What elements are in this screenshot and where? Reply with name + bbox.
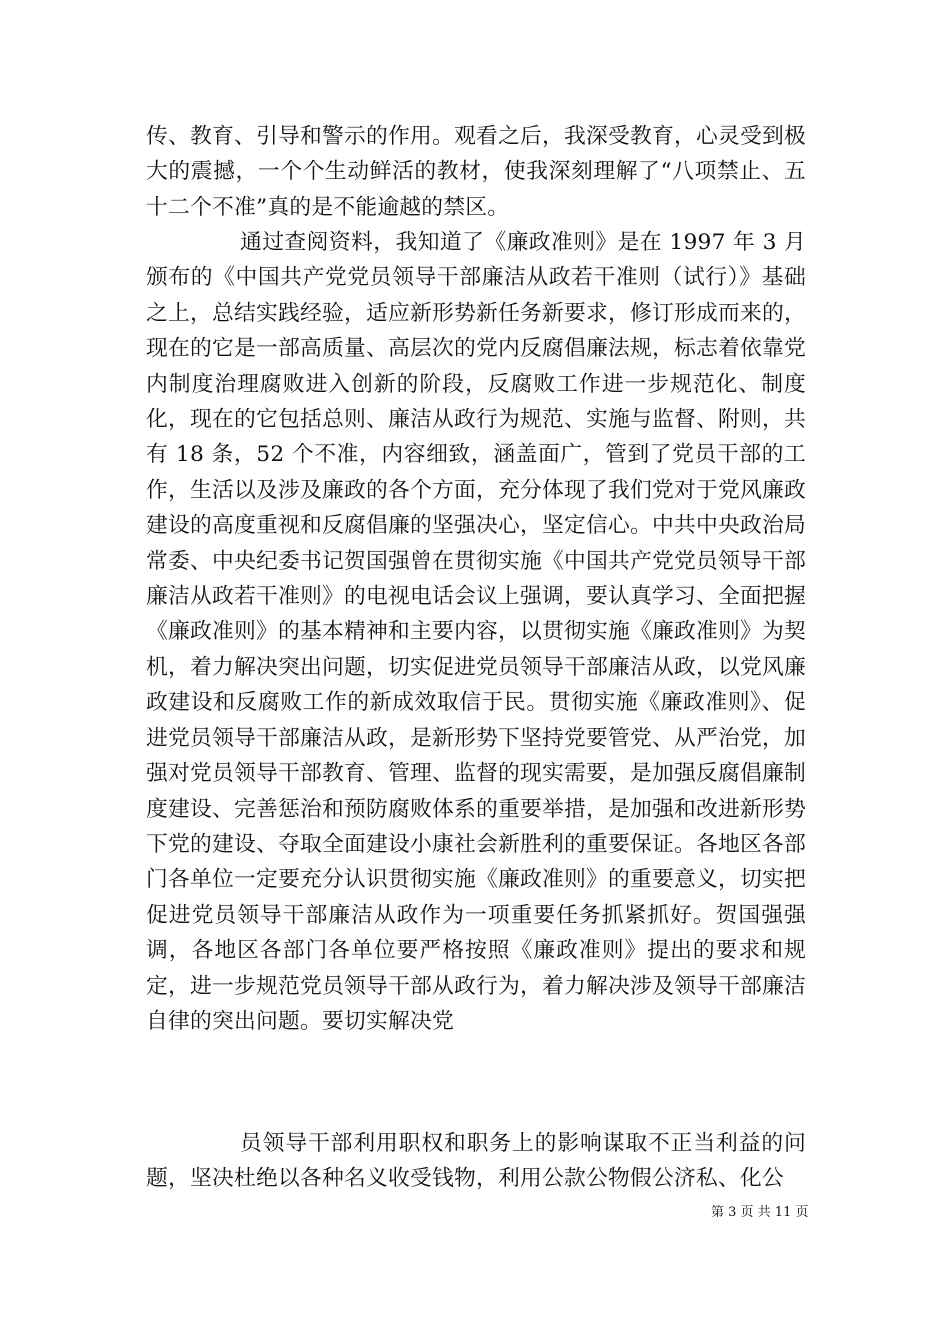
page-number: 第 3 页 共 11 页 <box>711 1205 809 1220</box>
paragraph-next-page: 员领导干部利用职权和职务上的影响谋取不正当利益的问题，坚决杜绝以各种名义收受钱物，利用公款公物假公济私、化公 <box>146 1131 806 1192</box>
paragraph-lianzheng-zhunze: 通过查阅资料，我知道了《廉政准则》是在 1997 年 3 月颁布的《中国共产党党员领导干部廉洁从政若干准则（试行）》基础之上，总结实践经验，适应新形势新任务新要求，修订形成而来的，现在的它是一部高质量、高层次的党内反腐倡廉法规，标志着依靠党内制度治理腐败进入创新的阶段，反腐败工作进一步规范化、制度化，现在的它包括总则、廉洁从政行为规范、实施与监督、附则，共有 18 条，52 个不准，内容细致，涵盖面广，管到了党员干部的工作，生活以及涉及廉政的各个方面，充分体现了我们党对于党风廉政建设的高度重视和反腐倡廉的坚强决心，坚定信心。中共中央政治局常委、中央纪委书记贺国强曾在贯彻实施《中国共产党党员领导干部廉洁从政若干准则》的电视电话会议上强调，要认真学习、全面把握《廉政准则》的基本精神和主要内容，以贯彻实施《廉政准则》为契机，着力解决突出问题，切实促进党员领导干部廉洁从政，以党风廉政建设和反腐败工作的新成效取信于民。贯彻实施《廉政准则》、促进党员领导干部廉洁从政，是新形势下坚持党要管党、从严治党，加强对党员领导干部教育、管理、监督的现实需要，是加强反腐倡廉制度建设、完善惩治和预防腐败体系的重要举措，是加强和改进新形势下党的建设、夺取全面建设小康社会新胜利的重要保证。各地区各部门各单位一定要充分认识贯彻实施《廉政准则》的重要意义，切实把促进党员领导干部廉洁从政作为一项重要任务抓紧抓好。贺国强强调，各地区各部门各单位要严格按照《廉政准则》提出的要求和规定，进一步规范党员领导干部从政行为，着力解决涉及领导干部廉洁自律的突出问题。要切实解决党 <box>146 230 806 1034</box>
paragraph-continuation: 传、教育、引导和警示的作用。观看之后，我深受教育，心灵受到极大的震撼，一个个生动鲜活的教材，使我深刻理解了“八项禁止、五十二个不准”真的是不能逾越的禁区。 <box>146 124 806 220</box>
